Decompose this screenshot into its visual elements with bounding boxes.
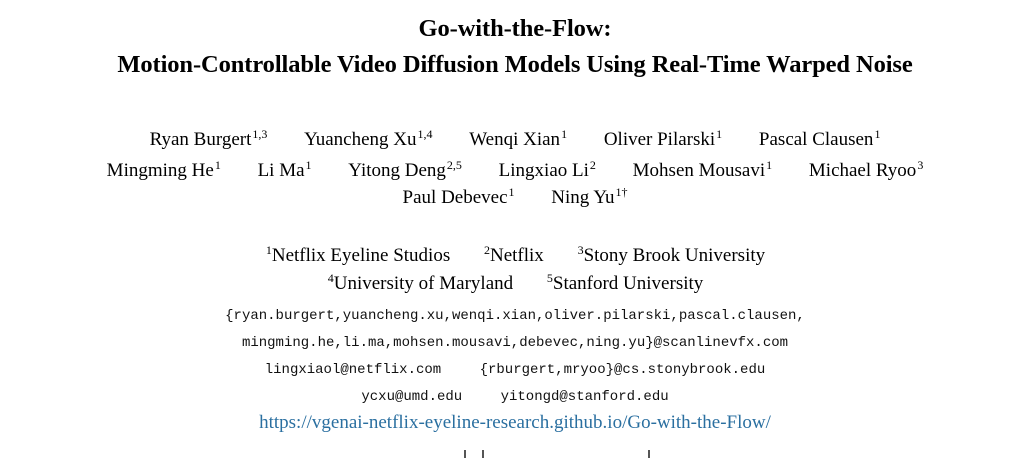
affiliation-row-1 [0,244,1030,268]
affiliation-name: Netflix [489,245,544,266]
project-page-link-line [0,411,1030,435]
author-affiliation-mark: 2 [589,158,596,172]
author-name: Michael Ryoo [808,160,917,181]
author-row-1 [0,128,1030,152]
author-affiliation-mark: 1 [508,185,515,199]
cropped-glyph [464,450,466,458]
author-row-2 [0,159,1030,183]
author [107,159,221,183]
author-name: Paul Debevec [402,187,508,208]
author-affiliation-mark: 1† [615,185,628,199]
affiliation-name: Stony Brook University [583,245,766,266]
author-affiliation-mark: 1,3 [252,127,268,141]
author-name: Mohsen Mousavi [632,160,766,181]
affiliation-number: 2 [483,243,490,257]
author-affiliation-mark: 1 [766,158,773,172]
affiliation-number: 5 [546,271,553,285]
author [403,186,515,210]
author [258,159,312,183]
author [809,159,923,183]
affiliation-name: University of Maryland [333,273,514,294]
affiliation [577,244,766,268]
affiliation-number: 3 [577,243,584,257]
author-affiliation-mark: 1 [716,127,723,141]
email-line-4 [0,388,1030,406]
author-name: Ryan Burgert [149,129,252,150]
author [633,159,772,183]
author-name: Yitong Deng [348,160,446,181]
email-stanford: yitongd@stanford.edu [500,389,669,405]
affiliation-name: Netflix Eyeline Studios [271,245,451,266]
email-stonybrook: {rburgert,mryoo}@cs.stonybrook.edu [479,362,766,378]
author-name: Li Ma [257,160,305,181]
author-affiliation-mark: 1 [561,127,568,141]
author-name: Lingxiao Li [498,160,589,181]
author-name: Oliver Pilarski [603,129,716,150]
author [604,128,722,152]
author-affiliation-mark: 2,5 [446,158,462,172]
author [469,128,567,152]
affiliation-number: 1 [265,243,272,257]
author-affiliation-mark: 1 [305,158,312,172]
author [348,159,462,183]
affiliation-number: 4 [327,271,334,285]
author [304,128,432,152]
author-affiliation-mark: 1,4 [417,127,433,141]
author [150,128,268,152]
email-line-2: mingming.he,li.ma,mohsen.mousavi,debevec,ning.yu}@scanlinevfx.com [241,335,789,351]
email-line-1: {ryan.burgert,yuancheng.xu,wenqi.xian,oliver.pilarski,pascal.clausen, [225,308,805,324]
cropped-glyph [648,450,650,458]
affiliation [265,244,450,268]
author-affiliation-mark: 3 [917,158,924,172]
paper-title-line-2: Motion-Controllable Video Diffusion Models Using Real-Time Warped Noise [117,51,913,78]
cropped-next-line [452,446,662,458]
author-name: Yuancheng Xu [304,129,417,150]
author-name: Mingming He [106,160,214,181]
affiliation [483,244,544,268]
author [551,186,627,210]
paper-title-line-1: Go-with-the-Flow: [418,15,612,42]
project-page-link[interactable]: https://vgenai-netflix-eyeline-research.github.io/Go-with-the-Flow/ [259,412,771,433]
author-row-3 [0,186,1030,210]
author [499,159,596,183]
author-affiliation-mark: 1 [214,158,221,172]
email-netflix: lingxiaol@netflix.com [264,362,442,378]
affiliation [327,272,513,296]
affiliation-row-2 [0,272,1030,296]
author-name: Pascal Clausen [758,129,874,150]
author [759,128,881,152]
author-affiliation-mark: 1 [874,127,881,141]
affiliation [546,272,703,296]
author-name: Wenqi Xian [469,129,561,150]
author-name: Ning Yu [551,187,615,208]
cropped-glyph [482,450,484,458]
email-line-3 [0,361,1030,379]
affiliation-name: Stanford University [552,273,704,294]
email-umd: ycxu@umd.edu [361,389,463,405]
